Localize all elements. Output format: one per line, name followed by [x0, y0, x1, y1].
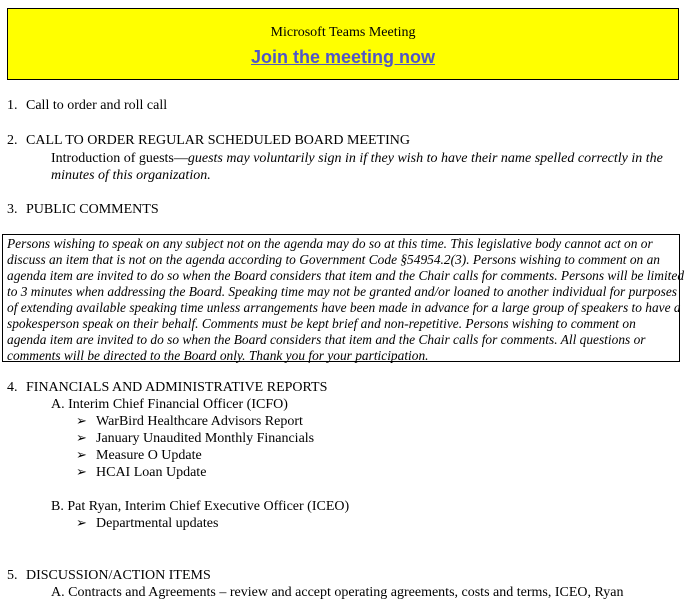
list-item: January Unaudited Monthly Financials — [96, 431, 315, 446]
public-comments-line: to 3 minutes when addressing the Board. Speaking time may not be granted and/or loaned to another individual for purposes — [7, 284, 677, 299]
item-2-title: CALL TO ORDER REGULAR SCHEDULED BOARD MEETING — [26, 133, 410, 148]
item-5-number: 5. — [7, 568, 18, 583]
public-comments-line: spokesperson speak on their behalf. Comments must be kept brief and non-repetitive. Persons wishing to comment on — [7, 316, 636, 331]
intro-italic-line1: guests may voluntarily sign in if they wish to have their name spelled correctly in the — [187, 151, 663, 166]
list-item: Measure O Update — [96, 448, 202, 463]
banner-title: Microsoft Teams Meeting — [270, 25, 416, 40]
item-3-title: PUBLIC COMMENTS — [26, 202, 159, 217]
item-4-title: FINANCIALS AND ADMINISTRATIVE REPORTS — [26, 380, 328, 395]
public-comments-line: discuss an item that is not on the agenda according to Government Code §54954.2(3). Persons wishing to comment on an — [7, 252, 660, 267]
intro-plain: Introduction of guests— — [51, 151, 188, 166]
arrow-bullet-icon: ➢ — [76, 464, 87, 479]
arrow-bullet-icon: ➢ — [76, 430, 87, 445]
item-2-intro — [51, 150, 663, 167]
list-item: Departmental updates — [96, 516, 219, 531]
item-4-sub-a: A. Interim Chief Financial Officer (ICFO) — [51, 397, 288, 412]
join-meeting-link[interactable]: Join the meeting now — [250, 47, 435, 67]
public-comments-line: agenda item are invited to do so when the Board considers that item and the Chair calls for comments. All questions or — [7, 332, 646, 347]
public-comments-line: of extending available speaking time unless arrangements have been made in advance for a large group of speakers to have a — [7, 300, 681, 315]
arrow-bullet-icon: ➢ — [76, 515, 87, 530]
item-1-number: 1. — [7, 98, 18, 113]
public-comments-line: comments will be directed to the Board only. Thank you for your participation. — [7, 348, 429, 363]
list-item: HCAI Loan Update — [96, 465, 207, 480]
teams-meeting-banner — [7, 8, 679, 80]
arrow-bullet-icon: ➢ — [76, 447, 87, 462]
item-5-sub-a: A. Contracts and Agreements – review and accept operating agreements, costs and terms, ICEO, Ryan — [51, 585, 624, 600]
item-4-sub-b: B. Pat Ryan, Interim Chief Executive Officer (ICEO) — [51, 499, 350, 514]
item-5-title: DISCUSSION/ACTION ITEMS — [26, 568, 211, 583]
list-item: WarBird Healthcare Advisors Report — [96, 414, 303, 429]
item-2-number: 2. — [7, 133, 18, 148]
item-4-number: 4. — [7, 380, 18, 395]
public-comments-line: agenda item are invited to do so when the Board considers that item and the Chair calls for comments. Persons will be limited — [7, 268, 685, 283]
item-3-number: 3. — [7, 202, 18, 217]
public-comments-line: Persons wishing to speak on any subject not on the agenda may do so at this time. This legislative body cannot act on or — [7, 236, 653, 251]
item-2-intro-line2: minutes of this organization. — [51, 168, 211, 183]
public-comments-box — [2, 234, 685, 363]
item-1-title: Call to order and roll call — [26, 98, 168, 113]
arrow-bullet-icon: ➢ — [76, 413, 87, 428]
